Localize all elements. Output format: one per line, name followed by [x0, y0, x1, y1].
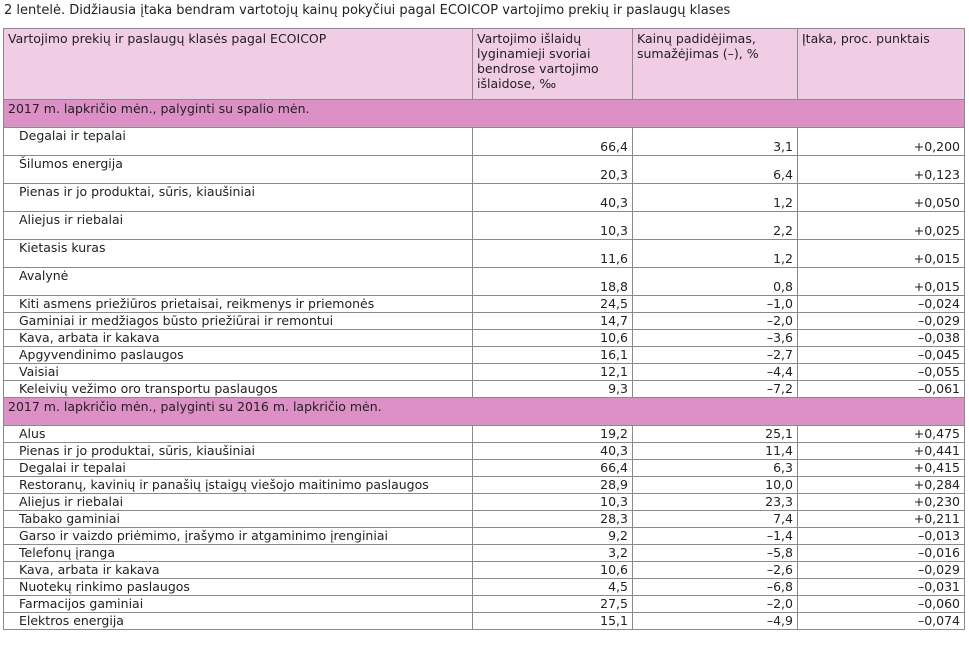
row-impact: +0,015 — [798, 268, 965, 296]
row-weight: 3,2 — [473, 545, 633, 562]
table-row — [4, 613, 965, 630]
row-weight: 15,1 — [473, 613, 633, 630]
row-name: Elektros energija — [4, 613, 473, 630]
row-weight: 40,3 — [473, 443, 633, 460]
row-impact: –0,029 — [798, 562, 965, 579]
row-weight: 10,3 — [473, 494, 633, 511]
row-name: Aliejus ir riebalai — [4, 212, 473, 240]
section-header — [4, 398, 965, 426]
row-change: 3,1 — [633, 128, 798, 156]
row-name: Telefonų įranga — [4, 545, 473, 562]
table-row — [4, 381, 965, 398]
row-change: 0,8 — [633, 268, 798, 296]
row-name: Gaminiai ir medžiagos būsto priežiūrai ir remontui — [4, 313, 473, 330]
row-weight: 28,9 — [473, 477, 633, 494]
table-row — [4, 128, 965, 156]
row-name: Kava, arbata ir kakava — [4, 562, 473, 579]
row-name: Tabako gaminiai — [4, 511, 473, 528]
row-impact: –0,055 — [798, 364, 965, 381]
row-impact: +0,200 — [798, 128, 965, 156]
table-row — [4, 296, 965, 313]
table-row — [4, 545, 965, 562]
row-name: Apgyvendinimo paslaugos — [4, 347, 473, 364]
row-weight: 12,1 — [473, 364, 633, 381]
row-impact: +0,050 — [798, 184, 965, 212]
row-change: 23,3 — [633, 494, 798, 511]
table-row — [4, 212, 965, 240]
row-name: Aliejus ir riebalai — [4, 494, 473, 511]
row-change: –1,4 — [633, 528, 798, 545]
table-body — [4, 100, 965, 630]
row-name: Keleivių vežimo oro transportu paslaugos — [4, 381, 473, 398]
row-weight: 40,3 — [473, 184, 633, 212]
row-weight: 16,1 — [473, 347, 633, 364]
table-row — [4, 494, 965, 511]
row-weight: 28,3 — [473, 511, 633, 528]
row-name: Nuotekų rinkimo paslaugos — [4, 579, 473, 596]
row-change: 10,0 — [633, 477, 798, 494]
row-name: Pienas ir jo produktai, sūris, kiaušiniai — [4, 184, 473, 212]
row-change: 25,1 — [633, 426, 798, 443]
header-row — [4, 29, 965, 100]
row-weight: 66,4 — [473, 460, 633, 477]
table-row — [4, 184, 965, 212]
row-impact: –0,061 — [798, 381, 965, 398]
row-change: –2,7 — [633, 347, 798, 364]
row-impact: +0,441 — [798, 443, 965, 460]
row-impact: +0,123 — [798, 156, 965, 184]
row-impact: –0,013 — [798, 528, 965, 545]
row-change: –7,2 — [633, 381, 798, 398]
table-row — [4, 268, 965, 296]
row-impact: –0,060 — [798, 596, 965, 613]
row-impact: +0,025 — [798, 212, 965, 240]
table-row — [4, 240, 965, 268]
row-change: –2,0 — [633, 313, 798, 330]
row-change: 1,2 — [633, 240, 798, 268]
row-impact: –0,029 — [798, 313, 965, 330]
row-impact: +0,415 — [798, 460, 965, 477]
header-impact: Įtaka, proc. punktais — [798, 29, 965, 100]
row-impact: –0,045 — [798, 347, 965, 364]
row-impact: +0,284 — [798, 477, 965, 494]
row-name: Kava, arbata ir kakava — [4, 330, 473, 347]
row-name: Šilumos energija — [4, 156, 473, 184]
table-row — [4, 364, 965, 381]
row-name: Kiti asmens priežiūros prietaisai, reikmenys ir priemonės — [4, 296, 473, 313]
row-change: –1,0 — [633, 296, 798, 313]
row-impact: +0,015 — [798, 240, 965, 268]
row-change: –4,4 — [633, 364, 798, 381]
row-weight: 4,5 — [473, 579, 633, 596]
row-impact: +0,211 — [798, 511, 965, 528]
row-name: Farmacijos gaminiai — [4, 596, 473, 613]
row-change: –5,8 — [633, 545, 798, 562]
row-name: Garso ir vaizdo priėmimo, įrašymo ir atgaminimo įrenginiai — [4, 528, 473, 545]
table-row — [4, 579, 965, 596]
table-row — [4, 511, 965, 528]
row-impact: –0,024 — [798, 296, 965, 313]
section-title: 2017 m. lapkričio mėn., palyginti su 2016 m. lapkričio mėn. — [4, 398, 965, 426]
header-weight: Vartojimo išlaidų lyginamieji svoriai bendrose vartojimo išlaidose, ‰ — [473, 29, 633, 100]
row-change: –2,6 — [633, 562, 798, 579]
table-row — [4, 443, 965, 460]
table-caption: 2 lentelė. Didžiausia įtaka bendram vartotojų kainų pokyčiui pagal ECOICOP vartojimo prekių ir paslaugų klases — [4, 3, 731, 18]
row-name: Alus — [4, 426, 473, 443]
table-row — [4, 313, 965, 330]
table-row — [4, 426, 965, 443]
row-impact: –0,038 — [798, 330, 965, 347]
row-name: Vaisiai — [4, 364, 473, 381]
row-change: –2,0 — [633, 596, 798, 613]
row-weight: 10,3 — [473, 212, 633, 240]
section-title: 2017 m. lapkričio mėn., palyginti su spalio mėn. — [4, 100, 965, 128]
row-impact: –0,031 — [798, 579, 965, 596]
table-row — [4, 460, 965, 477]
row-name: Degalai ir tepalai — [4, 128, 473, 156]
section-header — [4, 100, 965, 128]
row-weight: 24,5 — [473, 296, 633, 313]
row-change: –4,9 — [633, 613, 798, 630]
row-name: Kietasis kuras — [4, 240, 473, 268]
row-change: 6,3 — [633, 460, 798, 477]
row-change: –6,8 — [633, 579, 798, 596]
row-name: Degalai ir tepalai — [4, 460, 473, 477]
row-change: –3,6 — [633, 330, 798, 347]
row-weight: 10,6 — [473, 330, 633, 347]
row-weight: 9,2 — [473, 528, 633, 545]
row-change: 6,4 — [633, 156, 798, 184]
row-impact: –0,016 — [798, 545, 965, 562]
row-weight: 9,3 — [473, 381, 633, 398]
table-row — [4, 156, 965, 184]
table-row — [4, 347, 965, 364]
row-weight: 14,7 — [473, 313, 633, 330]
row-name: Avalynė — [4, 268, 473, 296]
row-impact: +0,475 — [798, 426, 965, 443]
row-impact: –0,074 — [798, 613, 965, 630]
row-weight: 66,4 — [473, 128, 633, 156]
table-row — [4, 330, 965, 347]
row-change: 1,2 — [633, 184, 798, 212]
table-row — [4, 596, 965, 613]
header-change: Kainų padidėjimas, sumažėjimas (–), % — [633, 29, 798, 100]
row-weight: 19,2 — [473, 426, 633, 443]
header-class: Vartojimo prekių ir paslaugų klasės pagal ECOICOP — [4, 29, 473, 100]
price-impact-table — [3, 28, 965, 630]
row-weight: 27,5 — [473, 596, 633, 613]
row-weight: 20,3 — [473, 156, 633, 184]
row-impact: +0,230 — [798, 494, 965, 511]
row-change: 11,4 — [633, 443, 798, 460]
row-change: 7,4 — [633, 511, 798, 528]
table-row — [4, 528, 965, 545]
row-weight: 11,6 — [473, 240, 633, 268]
row-change: 2,2 — [633, 212, 798, 240]
row-weight: 10,6 — [473, 562, 633, 579]
table-row — [4, 562, 965, 579]
row-name: Pienas ir jo produktai, sūris, kiaušiniai — [4, 443, 473, 460]
table-row — [4, 477, 965, 494]
row-name: Restoranų, kavinių ir panašių įstaigų viešojo maitinimo paslaugos — [4, 477, 473, 494]
row-weight: 18,8 — [473, 268, 633, 296]
